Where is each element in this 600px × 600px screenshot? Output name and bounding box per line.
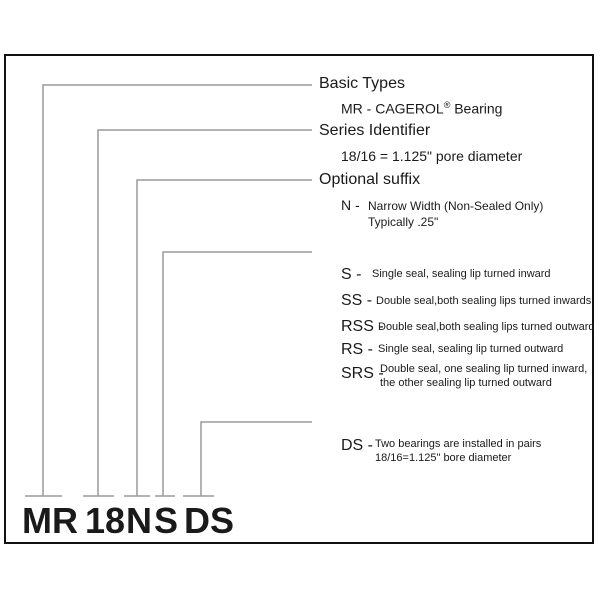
seal-desc-ss: Double seal,both sealing lips turned inwards <box>376 295 592 307</box>
registered-mark: ® <box>443 100 451 110</box>
series-detail: 18/16 = 1.125" pore diameter <box>341 148 523 164</box>
designation-s: S <box>154 500 179 541</box>
seal-desc-rss: Double seal,both sealing lips turned outward <box>378 321 595 333</box>
designation-ds: DS <box>184 500 235 541</box>
seal-code-ss: SS - <box>341 292 373 309</box>
optional-line1: Narrow Width (Non-Sealed Only) <box>368 199 544 213</box>
leader-s <box>163 252 312 496</box>
pairs-code: DS - <box>341 437 373 454</box>
designation-n: N <box>126 500 152 541</box>
optional-code: N - <box>341 197 360 213</box>
leader-ds <box>201 422 312 496</box>
series-heading: Series Identifier <box>319 122 431 139</box>
pairs-desc-line1: Two bearings are installed in pairs <box>375 438 542 450</box>
designation-mr: MR <box>22 500 78 541</box>
leader-series <box>98 130 312 496</box>
seal-desc-rs: Single seal, sealing lip turned outward <box>378 343 564 355</box>
basic-types-heading: Basic Types <box>319 75 405 92</box>
seal-code-rss: RSS - <box>341 318 384 335</box>
optional-line2: Typically .25" <box>368 215 439 229</box>
basic-types-detail <box>341 100 502 117</box>
optional-heading: Optional suffix <box>319 171 421 188</box>
seal-code-srs: SRS - <box>341 365 384 382</box>
seal-desc-s: Single seal, sealing lip turned inward <box>372 268 551 280</box>
basic-types-detail-suffix: Bearing <box>450 100 503 117</box>
seal-desc-srs-line1: Double seal, one sealing lip turned inward, <box>380 363 588 375</box>
leader-mr <box>43 85 312 496</box>
pairs-desc-line2: 18/16=1.125" bore diameter <box>375 452 512 464</box>
basic-types-detail-prefix: MR - CAGEROL <box>341 100 444 117</box>
seal-code-rs: RS - <box>341 341 373 358</box>
seal-code-s: S - <box>341 266 362 283</box>
seal-desc-srs-line2: the other sealing lip turned outward <box>380 377 552 389</box>
designation-series: 18 <box>85 500 126 541</box>
